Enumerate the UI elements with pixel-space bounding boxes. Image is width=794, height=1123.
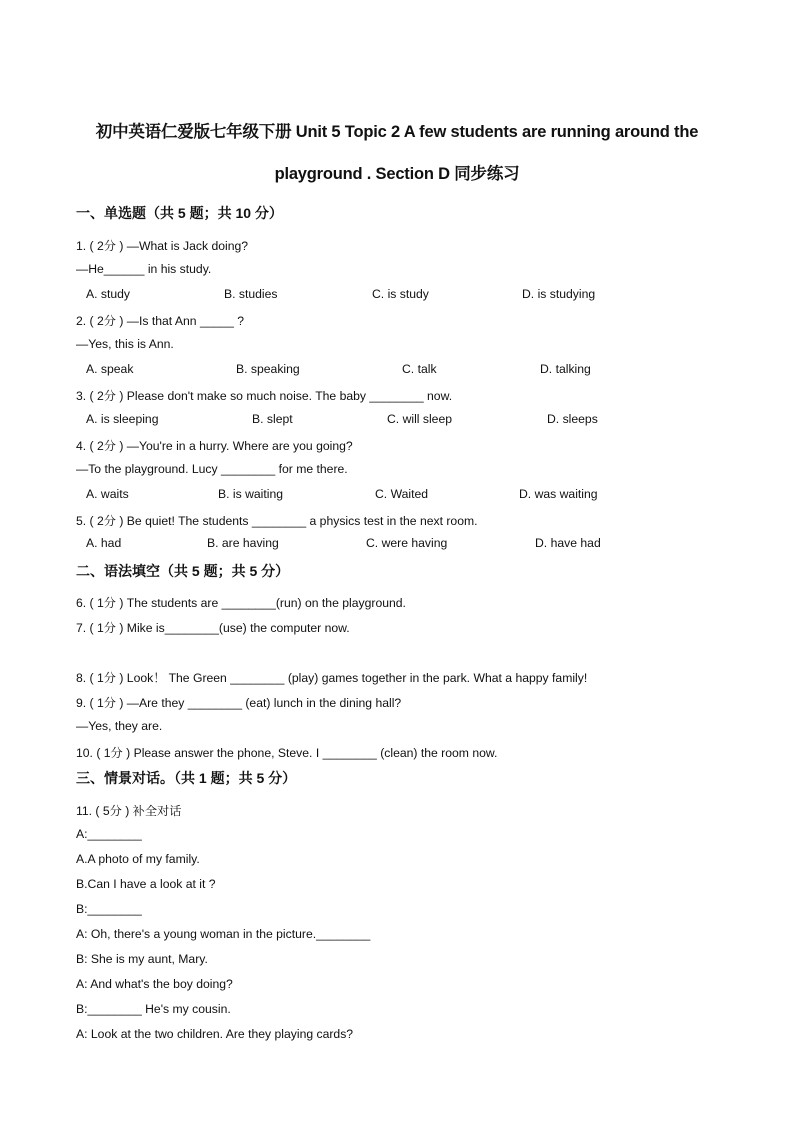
question-4-option-c: C. Waited (375, 487, 429, 501)
question-2-option-a: A. speak (86, 362, 134, 376)
question-2-stem: 2. ( 2分 ) —Is that Ann _____ ? (76, 314, 245, 328)
question-1-option-d: D. is studying (522, 287, 596, 301)
question-3-option-c: C. will sleep (387, 412, 453, 426)
question-2-option-b: B. speaking (236, 362, 300, 376)
document-title-line-2: playground . Section D 同步练习 (274, 165, 520, 183)
question-1-stem: 1. ( 2分 ) —What is Jack doing? (76, 239, 249, 253)
question-4-option-d: D. was waiting (519, 487, 598, 501)
question-10: 10. ( 1分 ) Please answer the phone, Steve. I ________ (clean) the room now. (76, 746, 498, 760)
dialogue-line: B:________ He's my cousin. (76, 1002, 231, 1016)
question-4-stem: 4. ( 2分 ) —You're in a hurry. Where are you going? (76, 439, 353, 453)
question-4-option-b: B. is waiting (218, 487, 284, 501)
dialogue-line: A:________ (76, 827, 142, 841)
question-1-option-c: C. is study (372, 287, 429, 301)
question-5-option-b: B. are having (207, 536, 279, 550)
dialogue-line: B: She is my aunt, Mary. (76, 952, 208, 966)
question-7: 7. ( 1分 ) Mike is________(use) the computer now. (76, 621, 350, 635)
dialogue-line: A: Oh, there's a young woman in the picture.________ (76, 927, 371, 941)
question-2-option-c: C. talk (402, 362, 437, 376)
question-2-line: —Yes, this is Ann. (76, 337, 174, 351)
question-3-option-d: D. sleeps (547, 412, 598, 426)
document-title-line-1: 初中英语仁爱版七年级下册 Unit 5 Topic 2 A few students are running around the (95, 123, 699, 141)
dialogue-line: A.A photo of my family. (76, 852, 200, 866)
question-8: 8. ( 1分 ) Look！ The Green ________ (play) games together in the park. What a happy family! (76, 671, 588, 685)
question-1-option-b: B. studies (224, 287, 278, 301)
question-4-line: —To the playground. Lucy ________ for me there. (76, 462, 348, 476)
question-11-stem: 11. ( 5分 ) 补全对话 (76, 804, 182, 818)
dialogue-line: B:________ (76, 902, 142, 916)
question-9: 9. ( 1分 ) —Are they ________ (eat) lunch in the dining hall? (76, 696, 402, 710)
dialogue-line: B.Can I have a look at it ? (76, 877, 216, 891)
section-heading-dialogue: 三、情景对话。（共 1 题；共 5 分） (76, 770, 297, 786)
question-5-option-c: C. were having (366, 536, 448, 550)
question-1-option-a: A. study (86, 287, 131, 301)
question-9-answer-line: —Yes, they are. (76, 719, 163, 733)
dialogue-line: A: Look at the two children. Are they playing cards? (76, 1027, 354, 1041)
question-3-option-a: A. is sleeping (86, 412, 159, 426)
section-heading-grammar: 二、语法填空（共 5 题；共 5 分） (76, 563, 290, 579)
question-3-option-b: B. slept (252, 412, 293, 426)
question-6: 6. ( 1分 ) The students are ________(run) on the playground. (76, 596, 406, 610)
question-1-line: —He______ in his study. (76, 262, 212, 276)
section-heading-mcq: 一、单选题（共 5 题；共 10 分） (76, 205, 283, 221)
question-3-stem: 3. ( 2分 ) Please don't make so much noise. The baby ________ now. (76, 389, 453, 403)
question-5-stem: 5. ( 2分 ) Be quiet! The students ________ a physics test in the next room. (76, 514, 478, 528)
question-5-option-d: D. have had (535, 536, 601, 550)
question-4-option-a: A. waits (86, 487, 129, 501)
dialogue-line: A: And what's the boy doing? (76, 977, 233, 991)
question-2-option-d: D. talking (540, 362, 591, 376)
question-5-option-a: A. had (86, 536, 122, 550)
